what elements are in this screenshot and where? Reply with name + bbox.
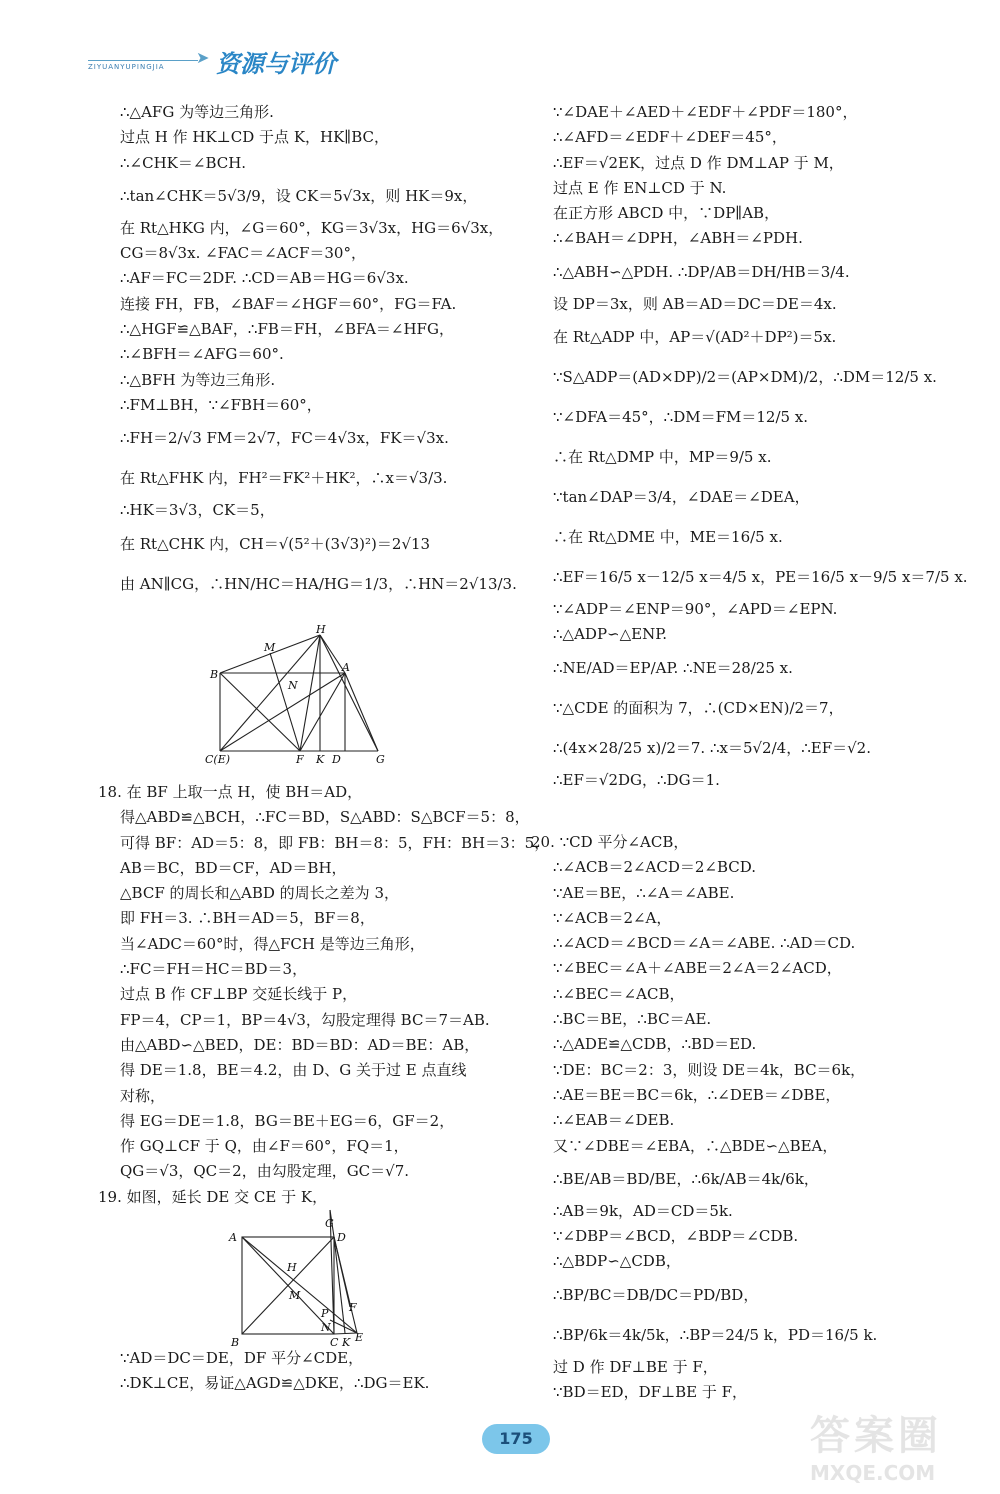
fig2-label: D xyxy=(337,1231,346,1244)
text-line: ∴∠CHK＝∠BCH. xyxy=(120,153,247,172)
text-line: ∴BP/BC＝DB/DC＝PD/BD， xyxy=(553,1285,759,1304)
text-line: ∴△ABH∽△PDH. ∴DP/AB＝DH/HB＝3/4. xyxy=(553,262,850,281)
text-line: 即 FH＝3. ∴BH＝AD＝5，BF＝8， xyxy=(120,909,375,928)
text-line: ∵∠DFA＝45°，∴DM＝FM＝12/5 x. xyxy=(553,408,809,427)
text-line: 过 D 作 DF⊥BE 于 F， xyxy=(553,1357,718,1376)
fig2-label: E xyxy=(355,1331,364,1344)
text-line: ∴BC＝BE，∴BC＝AE. xyxy=(553,1010,712,1029)
text-line: ∴在 Rt△DMP 中，MP＝9/5 x. xyxy=(553,448,772,467)
text-line: ∴HK＝3√3，CK＝5， xyxy=(120,501,275,520)
text-line: ∴EF＝√2DG，∴DG＝1. xyxy=(553,770,720,789)
text-line: ∵S△ADP＝(AD×DP)/2＝(AP×DM)/2，∴DM＝12/5 x. xyxy=(553,368,937,387)
fig1-label: H xyxy=(316,623,326,636)
text-line: 过点 H 作 HK⊥CD 于点 K，HK∥BC， xyxy=(120,128,390,147)
text-line: 过点 B 作 CF⊥BP 交延长线于 P， xyxy=(120,985,358,1004)
text-line: ∴∠ACD＝∠BCD＝∠A＝∠ABE. ∴AD＝CD. xyxy=(553,934,856,953)
text-line: ∵∠DBP＝∠BCD，∠BDP＝∠CDB. xyxy=(553,1227,799,1246)
watermark xyxy=(810,1404,980,1484)
text-line: 作 GQ⊥CF 于 Q，由∠F＝60°，FQ＝1， xyxy=(120,1137,409,1156)
arrow-icon: ➤ xyxy=(196,48,210,67)
text-line: ∴△ADE≌△CDB，∴BD＝ED. xyxy=(553,1035,757,1054)
fig2-label: P xyxy=(321,1307,329,1320)
text-line: 得 EG＝DE＝1.8，BG＝BE＋EG＝6，GF＝2， xyxy=(120,1111,455,1130)
question-20 xyxy=(531,830,973,1405)
text-line: 得 DE＝1.8，BE＝4.2，由 D、G 关于过 E 点直线 xyxy=(120,1061,467,1080)
text-line: ∵∠DAE＋∠AED＋∠EDF＋∠PDF＝180°， xyxy=(553,103,858,121)
text-line: 连接 FH，FB，∠BAF＝∠HGF＝60°，FG＝FA. xyxy=(120,294,457,313)
header-pinyin: ZIYUANYUPINGJIA xyxy=(88,60,198,79)
book-header xyxy=(88,44,348,80)
text-line: 由△ABD∽△BED，DE：BD＝BD：AD＝BE：AB， xyxy=(120,1035,480,1054)
text-line: ∴AF＝FC＝2DF. ∴CD＝AB＝HG＝6√3x. xyxy=(120,269,409,288)
text-line: ∴∠BEC＝∠ACB， xyxy=(553,984,685,1003)
text-line: ∵BD＝ED，DF⊥BE 于 F， xyxy=(553,1383,748,1402)
text-line: ∵DE：BC＝2：3，则设 DE＝4k，BC＝6k， xyxy=(553,1060,866,1079)
text-line: ∴tan∠CHK＝5√3/9，设 CK＝5√3x，则 HK＝9x， xyxy=(120,186,478,205)
fig1-label: M xyxy=(264,641,276,654)
text-line: QG＝√3，QC＝2，由勾股定理，GC＝√7. xyxy=(120,1162,410,1181)
fig1-label: K xyxy=(316,753,325,766)
right-column xyxy=(553,100,973,793)
geometry-figure-1 xyxy=(200,623,400,766)
text-line: ∴FH＝2/√3 FM＝2√7，FC＝4√3x，FK＝√3x. xyxy=(120,429,449,448)
text-line: ∴△AFG 为等边三角形. xyxy=(120,103,274,121)
text-line: ∴DK⊥CE，易证△AGD≌△DKE，∴DG＝EK. xyxy=(120,1374,430,1393)
text-line: ∴EF＝16/5 x－12/5 x＝4/5 x，PE＝16/5 x－9/5 x＝7/5 x. xyxy=(553,568,968,587)
fig2-label: F xyxy=(349,1301,357,1314)
text-line: ∴∠BAH＝∠DPH，∠ABH＝∠PDH. xyxy=(553,229,803,248)
text-line: 得△ABD≌△BCH，∴FC＝BD，S△ABD：S△BCF＝5：8， xyxy=(120,808,530,827)
text-line: ∴BE/AB＝BD/BE，∴6k/AB＝4k/6k， xyxy=(553,1169,819,1188)
fig1-label: G xyxy=(376,753,385,766)
fig1-label: C(E) xyxy=(205,753,231,766)
text-line: ∴AB＝9k，AD＝CD＝5k. xyxy=(553,1201,733,1220)
fig2-label: N xyxy=(321,1321,331,1334)
text-line: ∴EF＝√2EK，过点 D 作 DM⊥AP 于 M， xyxy=(553,153,844,172)
fig1-label: A xyxy=(342,661,350,674)
fig2-label: H xyxy=(287,1261,297,1274)
text-line: 可得 BF：AD＝5：8，即 FB：BH＝8：5，FH：BH＝3：5， xyxy=(120,833,550,852)
text-line: ∴NE/AD＝EP/AP. ∴NE＝28/25 x. xyxy=(553,658,793,677)
text-line: 在 Rt△CHK 内，CH＝√(5²＋(3√3)²)＝2√13 xyxy=(120,534,431,553)
text-line: ∴AE＝BE＝BC＝6k，∴∠DEB＝∠DBE， xyxy=(553,1085,841,1104)
text-line: 由 AN∥CG，∴HN/HC＝HA/HG＝1/3，∴HN＝2√13/3. xyxy=(120,574,517,593)
text-line: ∴FM⊥BH，∵∠FBH＝60°， xyxy=(120,395,322,414)
fig1-label: B xyxy=(210,668,219,681)
question-18 xyxy=(98,780,550,1210)
text-line: ∵∠BEC＝∠A＋∠ABE＝2∠A＝2∠ACD， xyxy=(553,959,842,978)
geometry-figure-2 xyxy=(225,1217,375,1350)
text-line: 又∵∠DBE＝∠EBA，∴△BDE∽△BEA， xyxy=(553,1136,838,1155)
text-line: ∴∠ACB＝2∠ACD＝2∠BCD. xyxy=(553,858,757,877)
text-line: ∴BP/6k＝4k/5k，∴BP＝24/5 k，PD＝16/5 k. xyxy=(553,1325,878,1344)
text-line: ∴∠AFD＝∠EDF＋∠DEF＝45°， xyxy=(553,128,787,147)
text-line: ∴FC＝FH＝HC＝BD＝3， xyxy=(120,960,308,979)
text-line: ∴∠EAB＝∠DEB. xyxy=(553,1111,675,1130)
fig1-label: F xyxy=(296,753,304,766)
text-line: 当∠ADC＝60°时，得△FCH 是等边三角形， xyxy=(120,934,425,953)
text-line: ∴(4x×28/25 x)/2＝7. ∴x＝5√2/4，∴EF＝√2. xyxy=(553,738,871,757)
text-line: ∵AE＝BE，∴∠A＝∠ABE. xyxy=(553,883,735,902)
fig2-label: C xyxy=(330,1336,339,1349)
text-line: 19. 如图，延长 DE 交 CE 于 K， xyxy=(98,1187,328,1206)
text-line: ∴△HGF≌△BAF，∴FB＝FH，∠BFA＝∠HFG， xyxy=(120,320,454,339)
text-line: 设 DP＝3x，则 AB＝AD＝DC＝DE＝4x. xyxy=(553,294,837,313)
fig2-label: K xyxy=(342,1336,351,1349)
fig1-label: N xyxy=(288,679,298,692)
left-column xyxy=(120,100,520,604)
fig2-label: A xyxy=(229,1231,237,1244)
text-line: ∴∠BFH＝∠AFG＝60°. xyxy=(120,345,284,364)
text-line: 在 Rt△HKG 内，∠G＝60°，KG＝3√3x，HG＝6√3x， xyxy=(120,218,504,237)
text-line: ∵△CDE 的面积为 7，∴(CD×EN)/2＝7， xyxy=(553,698,844,717)
text-line: FP＝4，CP＝1，BP＝4√3，勾股定理得 BC＝7＝AB. xyxy=(120,1010,490,1029)
text-line: 在 Rt△FHK 内，FH²＝FK²＋HK²，∴x＝√3/3. xyxy=(120,469,448,488)
text-line: 18. 在 BF 上取一点 H，使 BH＝AD， xyxy=(98,783,363,801)
fig2-label: M xyxy=(289,1289,301,1302)
text-line: 在 Rt△ADP 中，AP＝√(AD²＋DP²)＝5x. xyxy=(553,328,837,347)
text-line: 20. ∵CD 平分∠ACB， xyxy=(531,833,689,851)
text-line: ∴在 Rt△DME 中，ME＝16/5 x. xyxy=(553,528,783,547)
text-line: ∵AD＝DC＝DE，DF 平分∠CDE， xyxy=(120,1349,364,1367)
text-line: 对称， xyxy=(120,1086,166,1105)
text-line: ∴△BDP∽△CDB， xyxy=(553,1252,681,1271)
question-19-start xyxy=(120,1346,520,1397)
text-line: AB＝BC，BD＝CF，AD＝BH， xyxy=(120,858,347,877)
text-line: ∴△ADP∽△ENP. xyxy=(553,625,668,644)
text-line: △BCF 的周长和△ABD 的周长之差为 3， xyxy=(120,884,399,903)
text-line: 过点 E 作 EN⊥CD 于 N. xyxy=(553,178,727,197)
fig2-label: B xyxy=(231,1336,240,1349)
watermark-url: MXQE.COM xyxy=(810,1461,936,1485)
text-line: ∵tan∠DAP＝3/4，∠DAE＝∠DEA， xyxy=(553,488,810,507)
text-line: ∵∠ACB＝2∠A， xyxy=(553,908,672,927)
watermark-logo: 答案圈 xyxy=(810,1413,942,1459)
text-line: CG＝8√3x. ∠FAC＝∠ACF＝30°， xyxy=(120,244,366,263)
text-line: ∵∠ADP＝∠ENP＝90°，∠APD＝∠EPN. xyxy=(553,600,838,619)
fig1-label: D xyxy=(332,753,341,766)
fig2-label: G xyxy=(325,1217,334,1230)
text-line: ∴△BFH 为等边三角形. xyxy=(120,370,276,389)
page-number: 175 xyxy=(482,1424,550,1454)
header-brand: 资源与评价 xyxy=(216,50,336,78)
text-line: 在正方形 ABCD 中，∵DP∥AB， xyxy=(553,204,780,223)
